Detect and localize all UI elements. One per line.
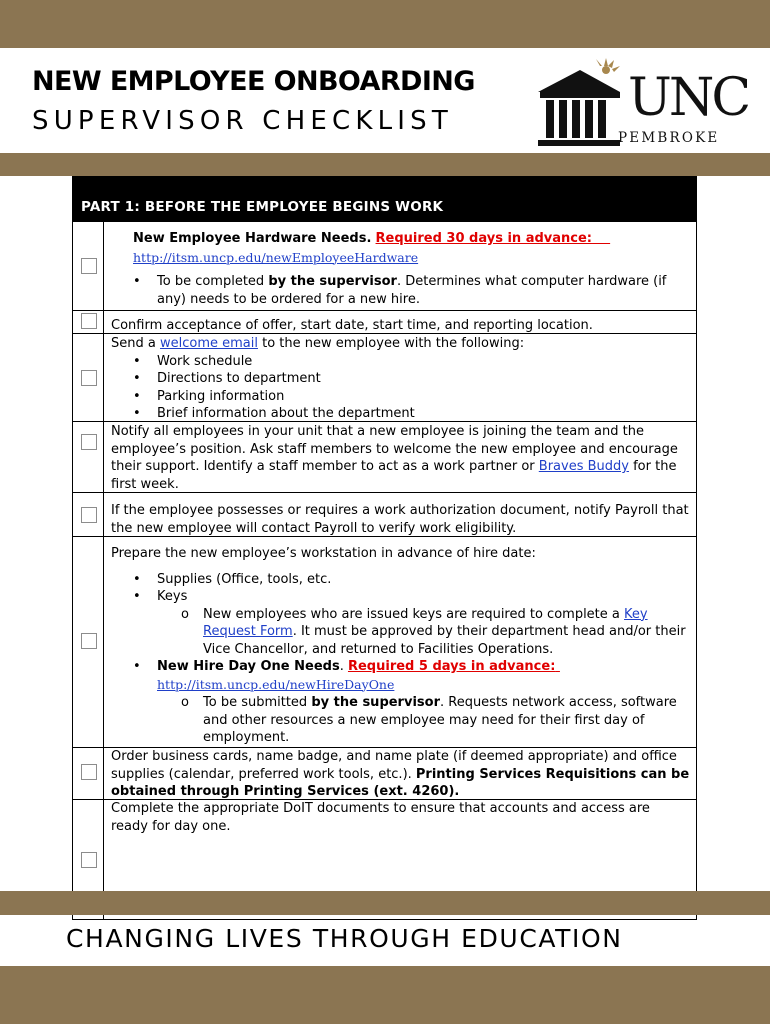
checklist-row-welcome: Send a welcome email to the new employee with the following: • Work schedule • Directions to department • Parking information • Brief information about the department: [73, 333, 696, 421]
hardware-url-link[interactable]: http://itsm.uncp.edu/newEmployeeHardware: [133, 249, 419, 265]
dayone-required: Required 5 days in advance:: [347, 659, 556, 674]
printing-services-note: Printing Services Requisitions can be obtained through Printing Services (ext. 4260).: [111, 766, 690, 799]
list-item: • Parking information: [133, 388, 690, 406]
logo-wordmark: UNC: [628, 68, 749, 128]
footer-tagline: CHANGING LIVES THROUGH EDUCATION: [66, 924, 623, 953]
checklist-row-business-cards: Order business cards, name badge, and name plate (if deemed appropriate) and office supplies (calendar, preferred work tools, etc.). Printing Services Requisitions can be obtained through Printing Services (ext. 4260).: [73, 747, 696, 799]
list-item: • Directions to department: [133, 370, 690, 388]
list-item: • To be completed by the supervisor. Determines what computer hardware (if any) needs to be ordered for a new hire.: [133, 273, 690, 308]
confirm-text: Confirm acceptance of offer, start date, start time, and reporting location.: [111, 318, 593, 333]
checklist-table: [72, 176, 697, 920]
checkbox-workstation[interactable]: [81, 633, 97, 649]
part-1-header: PART 1: BEFORE THE EMPLOYEE BEGINS WORK: [73, 177, 696, 222]
list-item: • Brief information about the department: [133, 405, 690, 423]
list-item: o New employees who are issued keys are required to complete a Key Request Form. It must be approved by their department head and/or their Vice Chancellor, and returned to Facilities Operations.: [181, 606, 690, 659]
checklist-row-notify: Notify all employees in your unit that a new employee is joining the team and the employee’s position. Ask staff members to welcome the new employee and encourage their support. Identify a staff member to act as a work partner or Braves Buddy for the first week.: [73, 421, 696, 492]
welcome-email-link[interactable]: welcome email: [159, 336, 258, 351]
checkbox-doit[interactable]: [81, 852, 97, 868]
checklist-row-confirm: [73, 310, 696, 333]
doit-text: Complete the appropriate DoIT documents to ensure that accounts and access are ready for day one.: [111, 801, 650, 834]
top-band: [0, 0, 770, 48]
authorization-text: If the employee possesses or requires a work authorization document, notify Payroll that the new employee will contact Payroll to verify work eligibility.: [111, 503, 689, 536]
checklist-row-workstation: [73, 536, 696, 747]
checkbox-hardware[interactable]: [81, 258, 97, 274]
list-item: • New Hire Day One Needs. Required 5 days in advance:: [133, 658, 690, 676]
hardware-heading: New Employee Hardware Needs.: [133, 231, 372, 246]
dayone-url-link[interactable]: http://itsm.uncp.edu/newHireDayOne: [157, 676, 395, 692]
braves-buddy-link[interactable]: Braves Buddy: [538, 459, 629, 474]
middle-band: [0, 153, 770, 176]
welcome-list: [133, 353, 690, 423]
logo-subtitle: PEMBROKE: [618, 130, 720, 146]
checkbox-welcome[interactable]: [81, 370, 97, 386]
page-subtitle: SUPERVISOR CHECKLIST: [32, 106, 453, 136]
bottom-band: [0, 966, 770, 1024]
checkbox-authorization[interactable]: [81, 507, 97, 523]
hardware-required: Required 30 days in advance:: [375, 231, 593, 246]
checklist-row-hardware: [73, 222, 696, 310]
lower-band: [0, 891, 770, 915]
key-request-form-link[interactable]: Key Request Form: [203, 606, 648, 639]
list-item: • Supplies (Office, tools, etc.: [133, 571, 690, 589]
hardware-bullets: [133, 273, 690, 308]
workstation-intro: Prepare the new employee’s workstation in advance of hire date:: [111, 546, 536, 561]
page-title: NEW EMPLOYEE ONBOARDING: [32, 66, 475, 97]
checkbox-notify[interactable]: [81, 434, 97, 450]
list-item: • Work schedule: [133, 353, 690, 371]
checkbox-business-cards[interactable]: [81, 764, 97, 780]
list-item: o To be submitted by the supervisor. Requests network access, software and other resources a new employee may need for their first day of employment.: [181, 694, 690, 747]
checkbox-confirm[interactable]: [81, 313, 97, 329]
checklist-row-authorization: [73, 492, 696, 536]
list-item: • Keys: [133, 588, 690, 606]
